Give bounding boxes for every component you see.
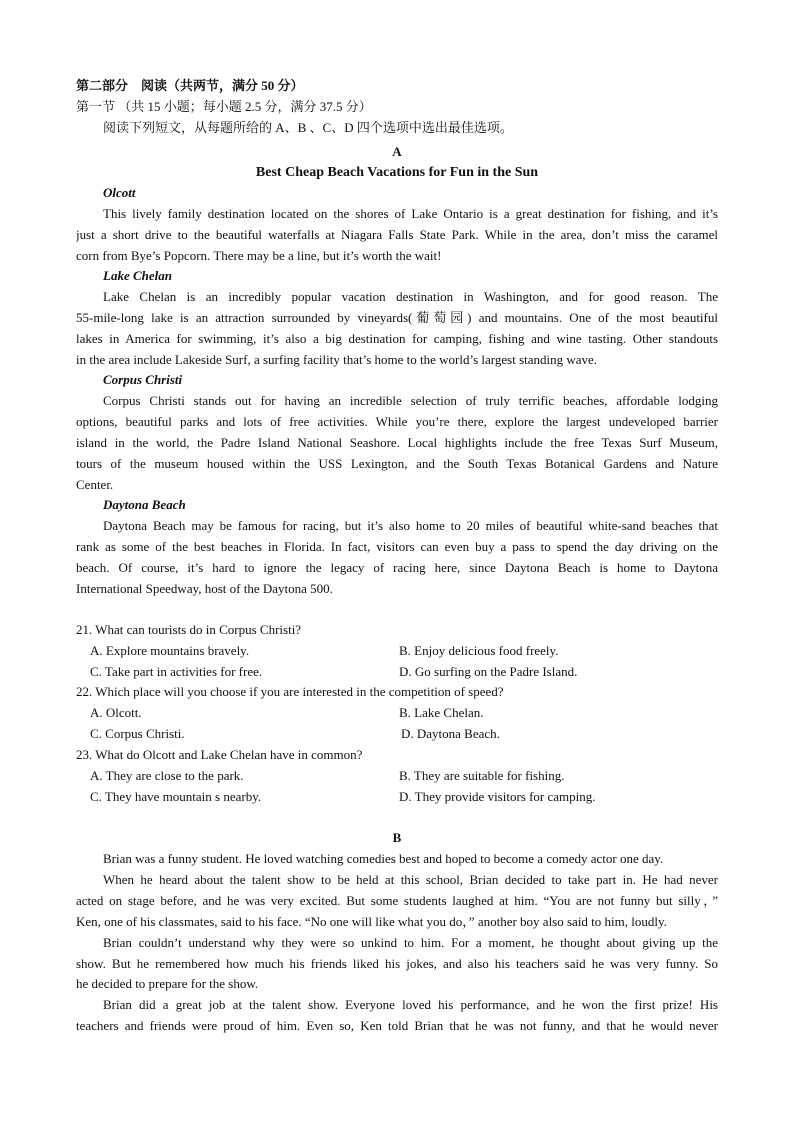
- paragraph-line: Brian did a great job at the talent show. Everyone loved his performance, and he won the first prize! His: [103, 997, 718, 1012]
- question-22-option-d: D. Daytona Beach.: [401, 726, 500, 741]
- question-22-stem: 22. Which place will you choose if you are interested in the competition of speed?: [76, 684, 504, 699]
- instruction: 阅读下列短文，从每题所给的 A、B 、C、D 四个选项中选出最佳选项。: [103, 120, 513, 135]
- passage-a-title: Best Cheap Beach Vacations for Fun in the Sun: [255, 165, 539, 180]
- paragraph-line: acted on stage before, and he was very excited. But some students laughed at him. “You are not funny but silly，”: [76, 893, 718, 908]
- paragraph-line: Corpus Christi stands out for having an incredible selection of truly terrific beaches, affordable lodging: [103, 393, 718, 408]
- paragraph-line: Lake Chelan is an incredibly popular vacation destination in Washington, and for good reason. The: [103, 289, 718, 304]
- paragraph-line: International Speedway, host of the Daytona 500.: [76, 581, 333, 596]
- section-heading-olcott: Olcott: [103, 185, 136, 200]
- paragraph-line: just a short drive to the beautiful waterfalls at Niagara Falls State Park. While in the area, don’t miss the caramel: [76, 227, 718, 242]
- paragraph-line: he decided to prepare for the show.: [76, 976, 259, 991]
- question-23-option-d: D. They provide visitors for camping.: [399, 789, 596, 804]
- paragraph-line: Brian was a funny student. He loved watching comedies best and hoped to become a comedy actor one day.: [103, 851, 664, 866]
- paragraph-line: This lively family destination located on the shores of Lake Ontario is a great destination for fishing, and it’s: [103, 206, 718, 221]
- paragraph-line: Daytona Beach may be famous for racing, but it’s also home to 20 miles of beautiful white-sand beaches that: [103, 518, 718, 533]
- paragraph-line: in the area include Lakeside Surf, a surfing facility that’s home to the world’s largest standing wave.: [76, 352, 598, 367]
- question-23-option-b: B. They are suitable for fishing.: [399, 768, 565, 783]
- paragraph-line: corn from Bye’s Popcorn. There may be a line, but it’s worth the wait!: [76, 248, 442, 263]
- paragraph-line: island in the world, the Padre Island National Seashore. Local highlights include the free Texas Surf Museum,: [76, 435, 718, 450]
- passage-a-letter: A: [392, 144, 402, 159]
- paragraph-line: tours of the museum housed within the USS Lexington, and the South Texas Botanical Gardens and Nature: [76, 456, 718, 471]
- passage-b-letter: B: [392, 830, 402, 845]
- section-heading-lake-chelan: Lake Chelan: [103, 268, 172, 283]
- question-23-option-c: C. They have mountain s nearby.: [90, 789, 262, 804]
- paragraph-line: teachers and friends were proud of him. Even so, Ken told Brian that he was not funny, and that he would never: [76, 1018, 718, 1033]
- section-heading-daytona-beach: Daytona Beach: [103, 497, 186, 512]
- paragraph-line: When he heard about the talent show to be held at this school, Brian decided to take part in. He had never: [103, 872, 718, 887]
- paragraph-line: Ken, one of his classmates, said to his face. “No one will like what you do，” another boy also said to him, loudly.: [76, 914, 667, 929]
- question-22-option-b: B. Lake Chelan.: [399, 705, 484, 720]
- paragraph-line: beach. Of course, it’s hard to ignore the legacy of racing here, since Daytona Beach is home to Daytona: [76, 560, 718, 575]
- paragraph-line: show. But he remembered how much his friends liked his jokes, and also his teachers said he was very funny. So: [76, 956, 718, 971]
- section-heading: 第一节 （共 15 小题；每小题 2.5 分，满分 37.5 分）: [76, 99, 372, 114]
- paragraph-line: 55-mile-long lake is an attraction surrounded by vineyards(葡萄园) and mountains. One of the most beautiful: [76, 310, 718, 325]
- question-23-option-a: A. They are close to the park.: [90, 768, 244, 783]
- question-21-option-d: D. Go surfing on the Padre Island.: [399, 664, 578, 679]
- paragraph-line: options, beautiful parks and lots of free activities. While you’re there, explore the largest undeveloped barrier: [76, 414, 718, 429]
- paragraph-line: Brian couldn’t understand why they were so unkind to him. For a moment, he thought about giving up the: [103, 935, 718, 950]
- question-22-option-a: A. Olcott.: [90, 705, 142, 720]
- question-21-option-b: B. Enjoy delicious food freely.: [399, 643, 559, 658]
- section-heading-corpus-christi: Corpus Christi: [103, 372, 183, 387]
- question-23-stem: 23. What do Olcott and Lake Chelan have in common?: [76, 747, 363, 762]
- paragraph-line: Center.: [76, 477, 114, 492]
- question-22-option-c: C. Corpus Christi.: [90, 726, 185, 741]
- paragraph-line: lakes in America for swimming, it’s also a big destination for camping, fishing and wine tasting. Other standouts: [76, 331, 718, 346]
- question-21-option-c: C. Take part in activities for free.: [90, 664, 263, 679]
- question-21-stem: 21. What can tourists do in Corpus Christi?: [76, 622, 302, 637]
- part-heading: 第二部分 阅读（共两节，满分 50 分）: [76, 78, 304, 93]
- question-21-option-a: A. Explore mountains bravely.: [90, 643, 250, 658]
- paragraph-line: rank as some of the best beaches in Florida. In fact, visitors can even buy a pass to spend the day driving on the: [76, 539, 718, 554]
